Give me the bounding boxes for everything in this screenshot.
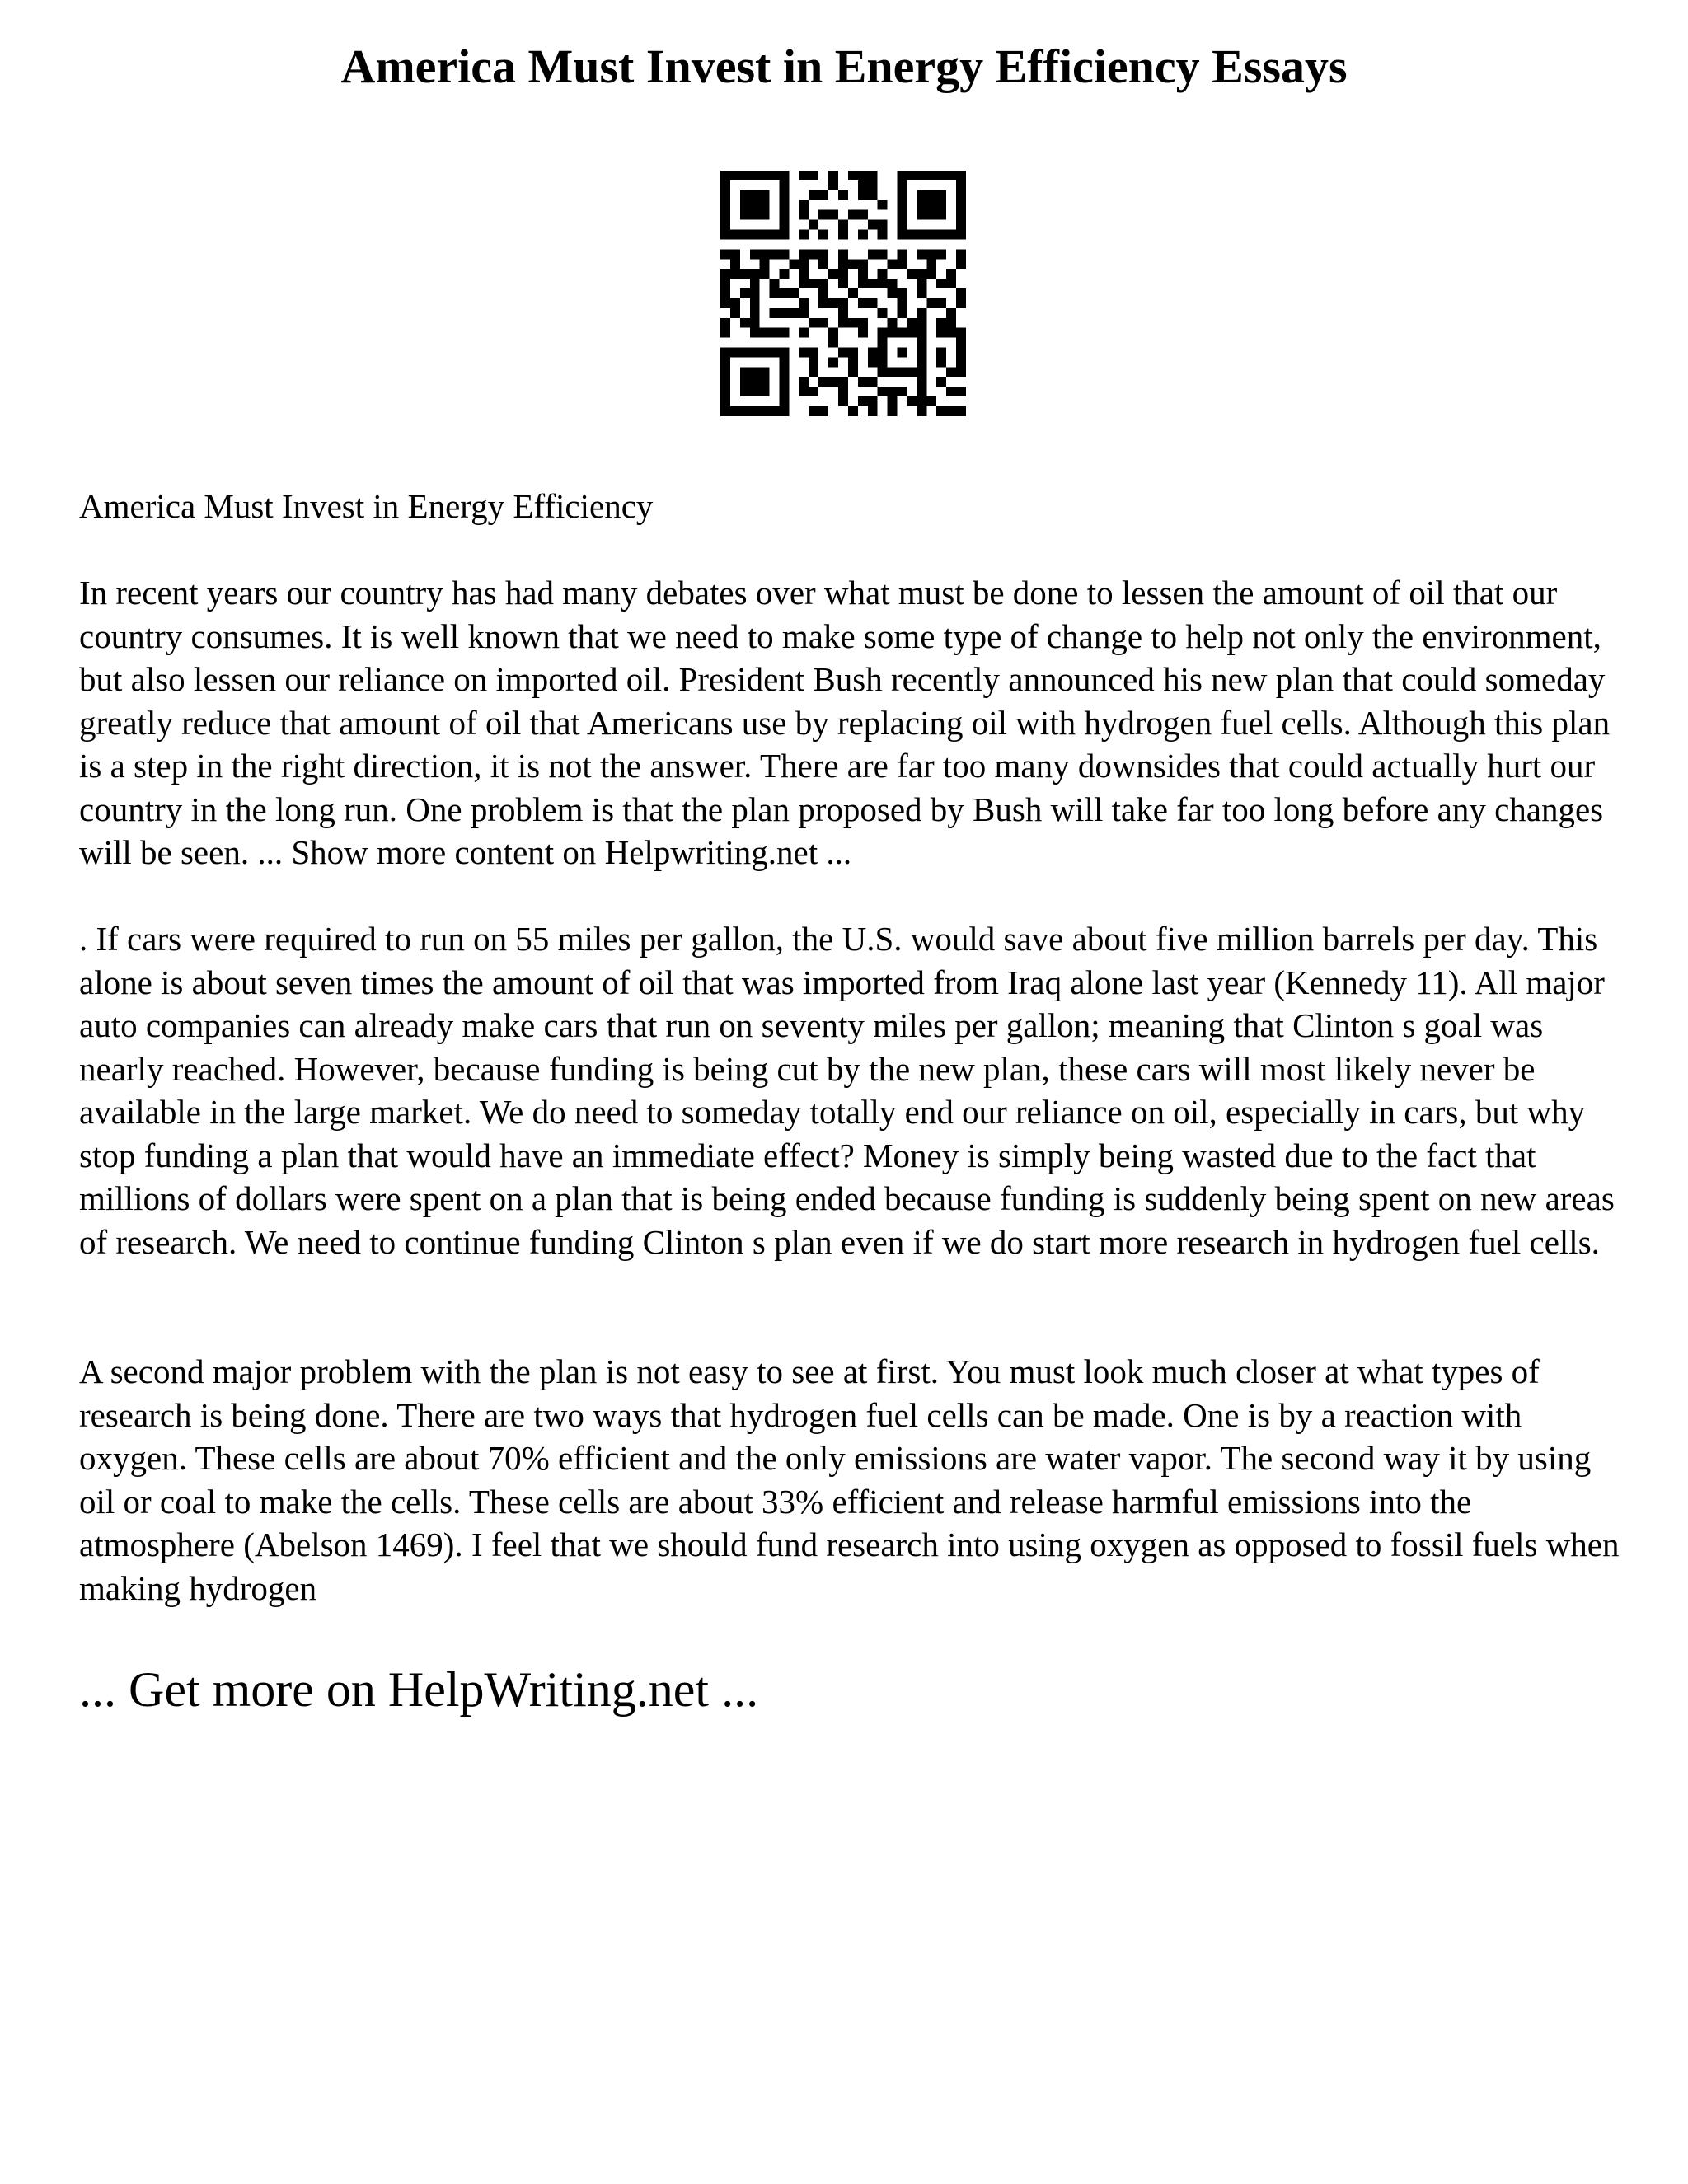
- essay-paragraph-2: . If cars were required to run on 55 miles per gallon, the U.S. would save about five million barrels per day. This alone is about seven times the amount of oil that was imported from Iraq alone last year (Kennedy 11). All major auto companies can already make cars that run on seventy miles per gallon; meaning that Clinton s goal was nearly reached. However, because funding is being cut by the new plan, these cars will most likely never be available in the large market. We do need to someday totally end our reliance on oil, especially in cars, but why stop funding a plan that would have an immediate effect? Money is simply being wasted due to the fact that millions of dollars were spent on a plan that is being ended because funding is suddenly being spent on new areas of research. We need to continue funding Clinton s plan even if we do start more research in hydrogen fuel cells.: [79, 920, 1615, 1261]
- essay-paragraph-1: In recent years our country has had many debates over what must be done to lessen the amount of oil that our country consumes. It is well known that we need to make some type of change to help not only the environment, but also lessen our reliance on imported oil. President Bush recently announced his new plan that could someday greatly reduce that amount of oil that Americans use by replacing oil with hydrogen fuel cells. Although this plan is a step in the right direction, it is not the answer. There are far too many downsides that could actually hurt our country in the long run. One problem is that the plan proposed by Bush will take far too long before any changes will be seen. ... Show more content on Helpwriting.net ...: [79, 574, 1611, 871]
- document-title: America Must Invest in Energy Efficiency Essays: [340, 40, 1348, 93]
- essay-paragraph-3: A second major problem with the plan is not easy to see at first. You must look much closer at what types of research is being done. There are two ways that hydrogen fuel cells can be made. One is by a reaction with oxygen. These cells are about 70% efficient and the only emissions are water vapor. The second way it by using oil or coal to make the cells. These cells are about 33% efficient and release harmful emissions into the atmosphere (Abelson 1469). I feel that we should fund research into using oxygen as opposed to fossil fuels when making hydrogen: [79, 1352, 1620, 1607]
- qr-code-icon: [720, 171, 966, 416]
- essay-subtitle: America Must Invest in Energy Efficiency: [79, 487, 654, 525]
- qr-code-graphic: [720, 171, 966, 416]
- get-more-link[interactable]: ... Get more on HelpWriting.net ...: [79, 1662, 759, 1717]
